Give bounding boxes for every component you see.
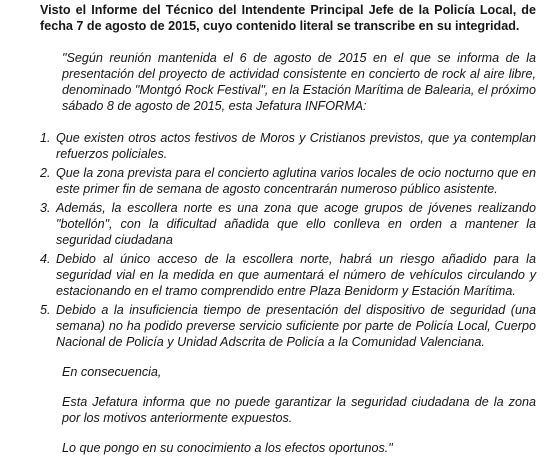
closing-line: Lo que pongo en su conocimiento a los efectos oportunos." xyxy=(62,441,393,455)
report-point-text: Además, la escollera norte es una zona que acoge grupos de jóvenes realizando "botellón", con la dificultad añadida que ello conlleva en orden a mantener la seguridad ciudadana xyxy=(56,201,536,247)
report-point-3 xyxy=(40,200,536,248)
report-point-text: Que la zona prevista para el concierto aglutina varios locales de ocio nocturno que en este primer fin de semana de agosto concentrarán numeroso público asistente. xyxy=(56,166,536,196)
quoted-report xyxy=(40,50,536,456)
report-point-5 xyxy=(40,302,536,350)
intro-paragraph: Visto el Informe del Técnico del Intendente Principal Jefe de la Policía Local, de fecha 7 de agosto de 2015, cuyo contenido literal se transcribe en su integridad. xyxy=(40,3,536,33)
report-point-number: 3. xyxy=(40,201,51,215)
report-point-2 xyxy=(40,165,536,197)
report-points-list xyxy=(40,130,536,350)
conclusion-paragraph: Esta Jefatura informa que no puede garantizar la seguridad ciudadana de la zona por los motivos anteriormente expuestos. xyxy=(62,395,536,425)
report-point-text: Que existen otros actos festivos de Moros y Cristianos previstos, que ya contemplan refuerzos policiales. xyxy=(56,131,536,161)
report-point-number: 5. xyxy=(40,303,51,317)
consequence-line: En consecuencia, xyxy=(62,365,162,379)
report-point-number: 4. xyxy=(40,252,51,266)
report-point-4 xyxy=(40,251,536,299)
report-point-1 xyxy=(40,130,536,162)
report-point-text: Debido al único acceso de la escollera norte, habrá un riesgo añadido para la seguridad vial en la medida en que aumentará el número de vehículos circulando y estacionando en el tramo comprendido entre Plaza Benidorm y Estación Marítima. xyxy=(56,252,536,298)
report-point-text: Debido a la insuficiencia tiempo de presentación del dispositivo de seguridad (una semana) no ha podido preverse servicio suficiente por parte de Policía Local, Cuerpo Nacional de Policía y Unidad Adscrita de Policía a la Comunidad Valenciana. xyxy=(56,303,536,349)
report-opening-paragraph: "Según reunión mantenida el 6 de agosto de 2015 en el que se informa de la presentación del proyecto de actividad consistente en concierto de rock al aire libre, denominado "Montgó Rock Festival", en la Estación Marítima de Balearia, el próximo sábado 8 de agosto de 2015, esta Jefatura INFORMA: xyxy=(62,51,536,113)
report-point-number: 2. xyxy=(40,166,51,180)
report-point-number: 1. xyxy=(40,131,51,145)
